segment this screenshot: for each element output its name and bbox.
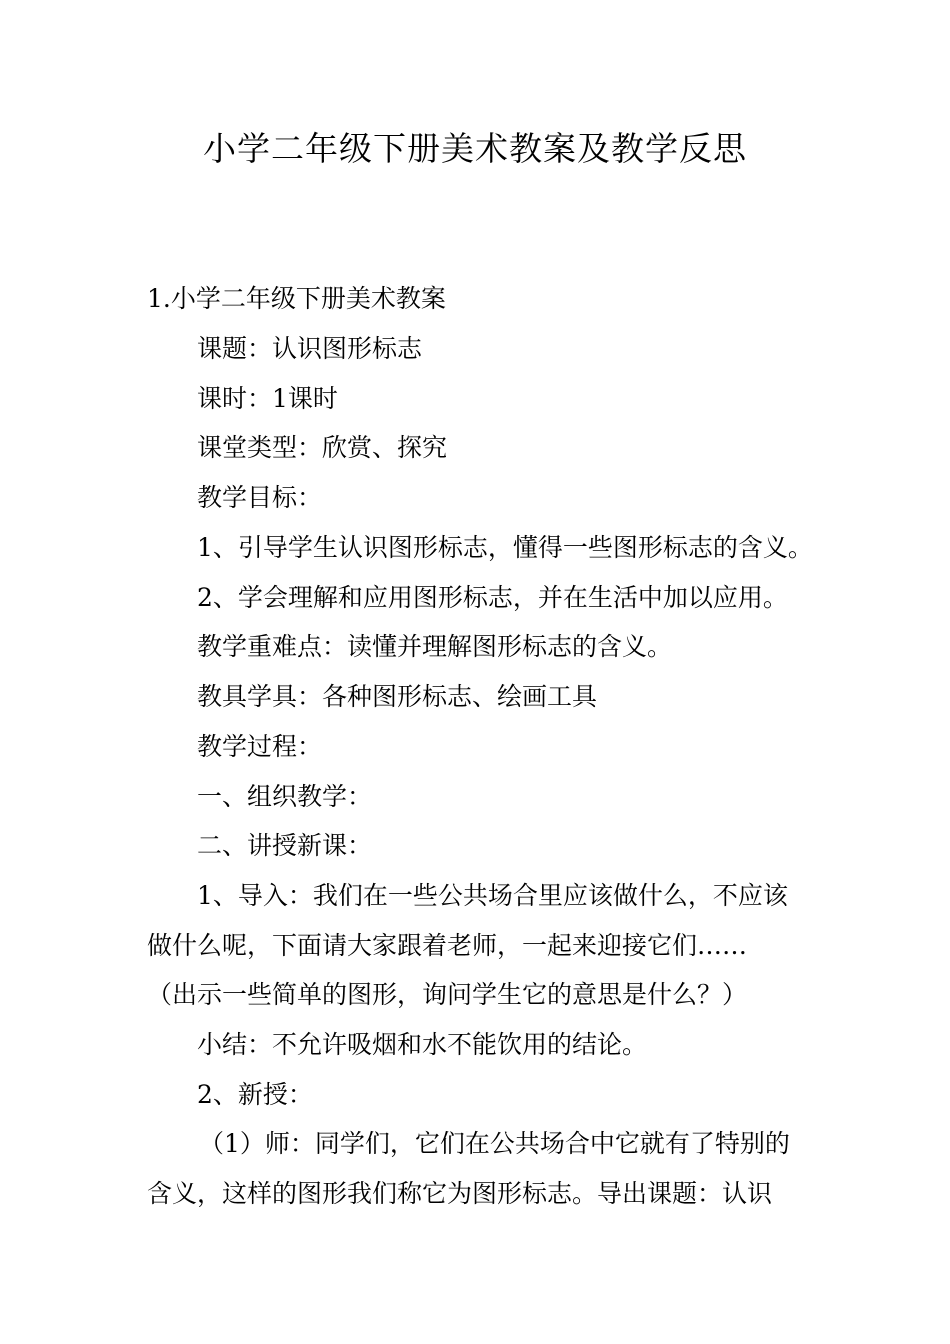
paragraph-line: 2、学会理解和应用图形标志，并在生活中加以应用。 [197,583,788,612]
paragraph-line: 1、导入：我们在一些公共场合里应该做什么，不应该 [197,881,788,910]
paragraph-line: （出示一些简单的图形，询问学生它的意思是什么？） [147,980,748,1009]
paragraph-line: 做什么呢，下面请大家跟着老师，一起来迎接它们…… [147,931,748,960]
paragraph-line: 1、引导学生认识图形标志，懂得一些图形标志的含义。 [197,533,813,562]
paragraph-line: 二、讲授新课： [197,831,373,860]
document-title: 小学二年级下册美术教案及教学反思 [203,129,747,168]
section-heading: 1.小学二年级下册美术教案 [147,284,446,313]
paragraph-line: 教学重难点：读懂并理解图形标志的含义。 [197,632,673,661]
paragraph-line: 教学目标： [197,483,323,512]
paragraph-line: 小结：不允许吸烟和水不能饮用的结论。 [197,1030,648,1059]
paragraph-line: 教学过程： [197,732,323,761]
paragraph-line: （1）师：同学们，它们在公共场合中它就有了特别的 [199,1129,790,1158]
paragraph-line: 课题：认识图形标志 [197,334,423,363]
paragraph-line: 课时：1课时 [197,384,338,413]
paragraph-line: 教具学具：各种图形标志、绘画工具 [197,682,598,711]
paragraph-line: 含义，这样的图形我们称它为图形标志。导出课题：认识 [147,1179,773,1208]
paragraph-line: 一、组织教学： [197,782,373,811]
paragraph-line: 课堂类型：欣赏、探究 [197,433,448,462]
paragraph-line: 2、新授： [197,1080,313,1109]
